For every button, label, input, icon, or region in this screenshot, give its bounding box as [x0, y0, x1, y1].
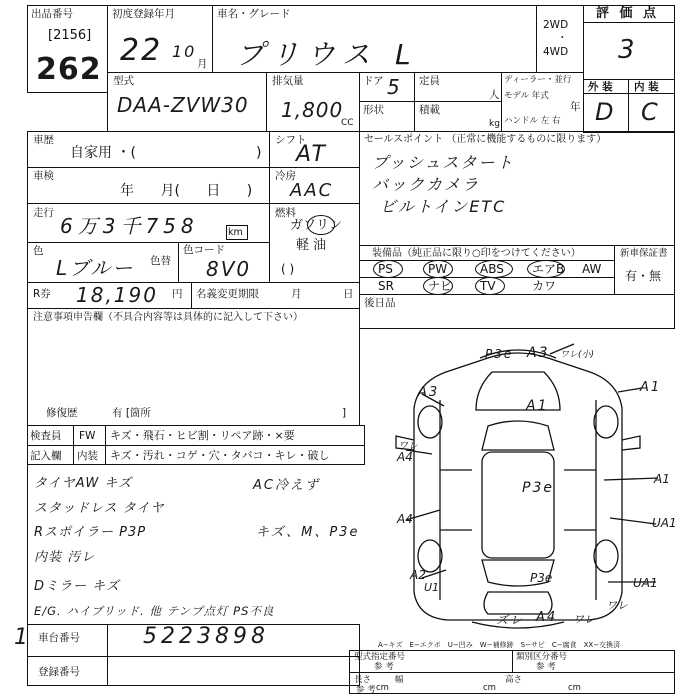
mirror-right: [622, 436, 640, 450]
lot-code: [2156]: [48, 28, 92, 43]
equip-item-r1-circle-3: [527, 260, 565, 278]
row-div-1: [27, 167, 360, 168]
fuel-diesel: 軽 油: [296, 238, 327, 253]
warranty-divider: [614, 245, 615, 295]
interior-short-label: 内装: [77, 450, 98, 462]
length-label: 長さ: [354, 675, 372, 685]
class-ref: 参 考: [536, 662, 556, 672]
fuel-paren: ( ): [281, 262, 295, 276]
recycle-value: 18,190: [76, 283, 158, 307]
chassis-value: 5223898: [143, 624, 269, 649]
height-label: 高さ: [505, 675, 523, 685]
leader-ua1-right: [610, 518, 656, 524]
row-div-2: [27, 203, 360, 204]
row-div-3: [27, 242, 270, 243]
sales-label: セールスポイント （正常に機能するものに限ります）: [364, 134, 607, 145]
displacement-unit: CC: [341, 118, 354, 128]
later-label: 後日品: [364, 297, 396, 309]
inspector-mid: [27, 445, 365, 446]
inspection-label: 車検: [33, 170, 54, 182]
map-label-a4-door: A4: [397, 512, 413, 526]
car-name-value: プリウス L: [236, 38, 419, 71]
map-label-a1-right: A1: [640, 380, 662, 395]
equip-item-r2-0: SR: [378, 279, 394, 293]
equip-item-r2-2: TV: [480, 279, 496, 293]
exterior-value: D: [595, 98, 616, 126]
capacity-label: 定員: [419, 75, 440, 87]
equip-item-r2-1: ナビ: [428, 279, 453, 293]
inspector-div2: [105, 425, 106, 465]
equip-item-r1-2: ABS: [480, 262, 504, 276]
capacity-unit: 人: [489, 89, 500, 101]
chassis-mid: [27, 656, 360, 657]
repair-value: 有 [箇所: [112, 407, 151, 419]
displacement-value: 1,800: [281, 98, 344, 122]
fw-items: キズ・飛石・ヒビ割・リペア跡・×要: [110, 429, 295, 442]
recycle-label: R券: [33, 288, 51, 300]
ac-value: AAC: [290, 180, 334, 201]
color-code-label: 色コード: [183, 244, 225, 256]
first-reg-year: 22: [120, 33, 163, 68]
map-label-a1-hood: A1: [526, 398, 549, 414]
map-label-p3e-roof: P3e: [522, 480, 554, 496]
map-label-a4-left: A4: [397, 450, 413, 464]
drive-2wd: 2WD: [543, 19, 569, 31]
equip-item-r1-1: PW: [428, 262, 448, 276]
reg-label: 登録番号: [38, 666, 80, 678]
remark-line: スタッドレス タイヤ: [34, 501, 165, 516]
mileage-unit: km: [228, 227, 243, 238]
color-label: 色: [33, 245, 44, 257]
remark-line: タイヤAW キズ: [34, 476, 133, 491]
recycle-unit: 円: [172, 288, 183, 300]
map-label-a3-left: A3: [418, 385, 440, 400]
history-label: 車歴: [33, 134, 54, 146]
map-label-ua1-rear: UA1: [633, 576, 658, 590]
name-expiry-day: 日: [343, 288, 354, 300]
length-cm: cm: [376, 683, 389, 693]
equip-item-r2-circle-2: [475, 277, 505, 295]
score-label: 評 価 点: [596, 6, 660, 21]
interior-label: 内 装: [634, 81, 659, 93]
car-roof: [482, 452, 554, 558]
remark-line: Dミラー キズ: [34, 579, 120, 594]
remark-side-note-2: キズ、M、P3e: [256, 525, 360, 540]
equip-item-r1-circle-0: [373, 260, 403, 278]
class-label: 類別区分番号: [516, 652, 568, 662]
color-change-label: 色替: [150, 255, 171, 267]
history-close: ): [256, 145, 262, 161]
remark-side-note: AC冷えず: [253, 478, 320, 493]
width-label: 幅: [395, 675, 404, 685]
shift-label: シフト: [275, 134, 307, 146]
lot-number: 262: [36, 52, 102, 87]
remarks-left-border: [27, 464, 28, 624]
map-label-crack-rear-right: ワレ: [606, 599, 628, 612]
drive-4wd: 4WD: [543, 46, 569, 58]
remark-line: Rスポイラー P3P: [34, 525, 147, 540]
ext-int-hdivider: [583, 93, 675, 94]
interior-value: C: [641, 98, 660, 126]
map-label-shift: ズレ: [496, 613, 525, 627]
footer-div: [512, 650, 513, 672]
sales-line-3: ビルトインETC: [380, 197, 507, 216]
car-name-label: 車名・グレード: [217, 8, 291, 20]
equip-item-r1-4: AW: [582, 262, 602, 276]
leader-a1-mid: [604, 478, 658, 480]
wheel-front-right: [594, 406, 618, 438]
model-label: 型式: [113, 75, 134, 87]
mileage-label: 走行: [33, 207, 54, 219]
history-mid-divider: [269, 131, 270, 282]
wheel-front-left: [418, 406, 442, 438]
form-label: 型式指定番号: [354, 652, 406, 662]
shift-value: AT: [296, 142, 327, 167]
year-unit: 年: [570, 101, 581, 113]
map-label-p3e-top: P3e: [485, 347, 514, 361]
fuel-label: 燃料: [275, 207, 296, 219]
equipment-title: 装備品（純正品に限り○印をつけてください）: [372, 248, 581, 259]
map-label-crack-left: ワレ: [398, 441, 418, 452]
mileage-value: 6万3千758: [60, 214, 199, 238]
footer-mid: [349, 672, 675, 673]
score-divider: [583, 22, 675, 23]
sales-line-1: プッシュスタート: [372, 153, 515, 172]
map-label-ua1-side: UA1: [652, 516, 677, 530]
chassis-div: [107, 624, 108, 686]
repair-label: 修復歴: [46, 407, 78, 419]
map-label-a3-top: A3: [527, 345, 550, 361]
fw-label: FW: [79, 430, 96, 442]
color-value: Lブルー: [56, 256, 135, 280]
wheel-rear-right: [594, 540, 618, 572]
form-ref: 参 考: [374, 662, 394, 672]
displacement-label: 排気量: [272, 75, 304, 87]
first-reg-label: 初度登録年月: [112, 8, 175, 20]
warranty-label: 新車保証書: [620, 248, 668, 259]
warranty-value: 有・無: [625, 269, 662, 283]
history-value: 自家用 ・(: [70, 145, 136, 161]
remark-line: E/G. ハイブリッド. 他 テンプ点灯 PS不良: [34, 604, 275, 618]
doors-label: ドア: [363, 75, 384, 87]
equip-item-r2-circle-1: [423, 277, 453, 295]
remark-line: 内装 汚レ: [34, 550, 96, 565]
left-margin-mark: 1: [14, 625, 30, 650]
repair-close: ]: [342, 407, 347, 419]
color-code-value: 8V0: [206, 257, 252, 281]
doors-value: 5: [387, 75, 402, 99]
ext-int-divider: [628, 79, 629, 133]
inspection-value: 年 月( 日 ): [120, 183, 253, 199]
map-label-p3e-rear: P3e: [530, 571, 553, 585]
leader-a1-right: [618, 388, 642, 392]
map-label-a1-side: A1: [654, 472, 670, 486]
damage-legend: A−キズ E−エクボ U−凹み W−補修跡 S−サビ C−腐食 XX−交換済: [378, 641, 621, 649]
width-cm: cm: [483, 683, 496, 693]
inspector-label: 検査員: [30, 430, 62, 442]
fuel-gas: ガソリン: [290, 218, 343, 233]
drive-dot: ・: [557, 32, 568, 44]
handle-label: ハンドル 左 右: [504, 116, 561, 126]
first-reg-month-unit: 月: [197, 58, 208, 70]
name-expiry-label: 名義変更期限: [196, 288, 259, 300]
first-reg-month: 10: [172, 42, 197, 61]
car-outline: [414, 353, 622, 620]
length-ref: 参 考: [356, 685, 376, 695]
exterior-label: 外 装: [588, 81, 613, 93]
car-front-glass: [482, 421, 554, 450]
equip-item-r1-3: エアB: [532, 262, 565, 276]
dealer-label: ディーラー・並行: [504, 75, 572, 85]
equip-item-r1-0: PS: [378, 262, 393, 276]
load-label: 積載: [419, 104, 440, 116]
map-label-a4-rear: A4: [536, 610, 558, 625]
later-block: [359, 294, 675, 329]
lot-label: 出品番号: [31, 8, 73, 20]
name-expiry-month: 月: [291, 288, 302, 300]
shape-label: 形状: [363, 104, 384, 116]
color-divider: [178, 242, 179, 282]
map-label-crack-small: ワレ(小): [560, 350, 595, 360]
fuel-gas-circle: [307, 215, 335, 235]
score-value: 3: [618, 35, 637, 65]
chassis-label: 車台番号: [38, 632, 80, 644]
notes-label: 注意事項申告欄（不具合内容等は具体的に記入して下さい）: [33, 312, 303, 323]
model-value: DAA-ZVW30: [117, 93, 249, 117]
recorder-label: 記入欄: [30, 450, 62, 462]
interior-items: キズ・汚れ・コゲ・穴・タバコ・キレ・破し: [110, 449, 330, 462]
map-label-a2: A2: [410, 568, 426, 582]
equip-item-r1-circle-2: [475, 260, 513, 278]
equip-item-r2-3: カワ: [532, 279, 557, 293]
recycle-divider: [191, 282, 192, 309]
ac-label: 冷房: [275, 170, 296, 182]
map-label-u1: U1: [424, 581, 440, 594]
equip-item-r1-circle-1: [423, 260, 453, 278]
sales-line-2: バックカメラ: [372, 175, 481, 194]
model-year-label: モデル 年式: [504, 91, 549, 101]
map-label-crack-rear: ワレ: [573, 613, 595, 626]
inspector-div1: [73, 425, 74, 465]
car-damage-map: [360, 330, 675, 630]
height-cm: cm: [568, 683, 581, 693]
load-unit: kg: [489, 119, 500, 129]
